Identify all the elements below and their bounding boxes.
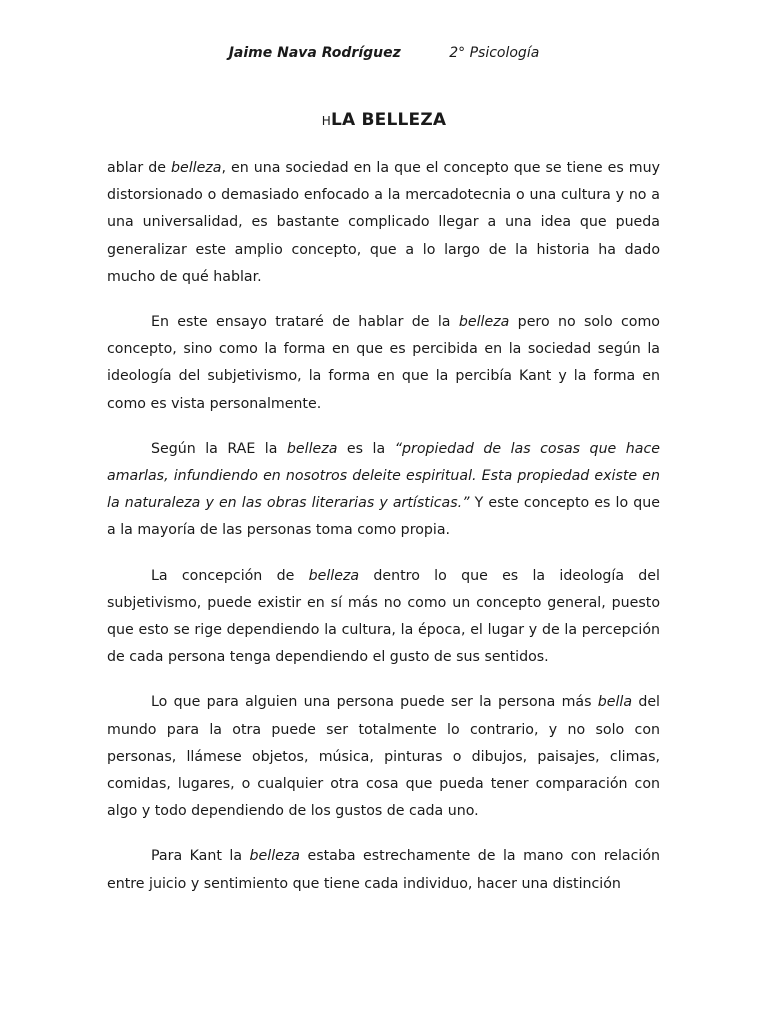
- document-title: [0, 110, 768, 130]
- text-run: del mundo para la otra puede ser totalmente lo contrario, y no solo con personas, llámese objetos, música, pinturas o dibujos, paisajes, climas, comidas, lugares, o cualquier otra cosa que pueda tener comparación con algo y todo dependiendo de los gustos de cada uno.: [107, 694, 660, 820]
- author-name: Jaime Nava Rodríguez: [228, 45, 401, 61]
- italic-text: belleza: [249, 848, 301, 865]
- paragraph-6: [107, 843, 660, 897]
- text-run: , en una sociedad en la que el concepto que se tiene es muy distorsionado o demasiado enfocado a la mercadotecnia o una cultura y no a una universalidad, es bastante complicado llegar a una idea que pueda generalizar este amplio concepto, que a lo largo de la historia ha dado mucho de qué hablar.: [107, 160, 660, 285]
- page-header: [0, 45, 768, 61]
- text-run: Lo que para alguien una persona puede ser la persona más: [151, 694, 598, 711]
- paragraph-3: [107, 436, 660, 545]
- text-run: La concepción de: [151, 567, 309, 584]
- course-label: 2° Psicología: [449, 45, 540, 61]
- text-run: estaba estrechamente de la mano con relación entre juicio y sentimiento que tiene cada individuo, hacer una distinción: [107, 848, 660, 892]
- italic-text: belleza: [286, 440, 338, 457]
- document-body: [107, 155, 660, 916]
- title-dropcap: H: [321, 114, 331, 128]
- text-run: pero no solo como concepto, sino como la forma en que es percibida en la sociedad según la ideología del subjetivismo, la forma en que la percibía Kant y la forma en como es vista personalmente.: [107, 314, 660, 412]
- italic-text: belleza: [458, 314, 510, 331]
- text-run: Para Kant la: [151, 848, 250, 865]
- italic-text: “propiedad de las cosas que hace amarlas, infundiendo en nosotros deleite espiritual. Esta propiedad existe en la naturaleza y en las obras literarias y artísticas.”: [107, 440, 660, 512]
- text-run: Y este concepto es lo que a la mayoría de las personas toma como propia.: [107, 495, 660, 539]
- italic-text: belleza: [170, 160, 222, 176]
- italic-text: belleza: [308, 567, 360, 584]
- paragraph-4: [107, 563, 660, 672]
- text-run: es la: [337, 440, 395, 457]
- text-run: Según la RAE la: [151, 440, 287, 457]
- text-run: dentro lo que es la ideología del subjetivismo, puede existir en sí más no como un concepto general, puesto que esto se rige dependiendo la cultura, la época, el lugar y de la percepción de cada persona tenga dependiendo el gusto de sus sentidos.: [107, 567, 660, 666]
- title-text: LA BELLEZA: [330, 110, 447, 130]
- text-run: En este ensayo trataré de hablar de la: [151, 314, 459, 331]
- paragraph-2: [107, 309, 660, 418]
- paragraph-1: [107, 155, 660, 291]
- paragraph-5: [107, 689, 660, 825]
- italic-text: bella: [597, 694, 633, 711]
- text-run: ablar de: [107, 160, 171, 176]
